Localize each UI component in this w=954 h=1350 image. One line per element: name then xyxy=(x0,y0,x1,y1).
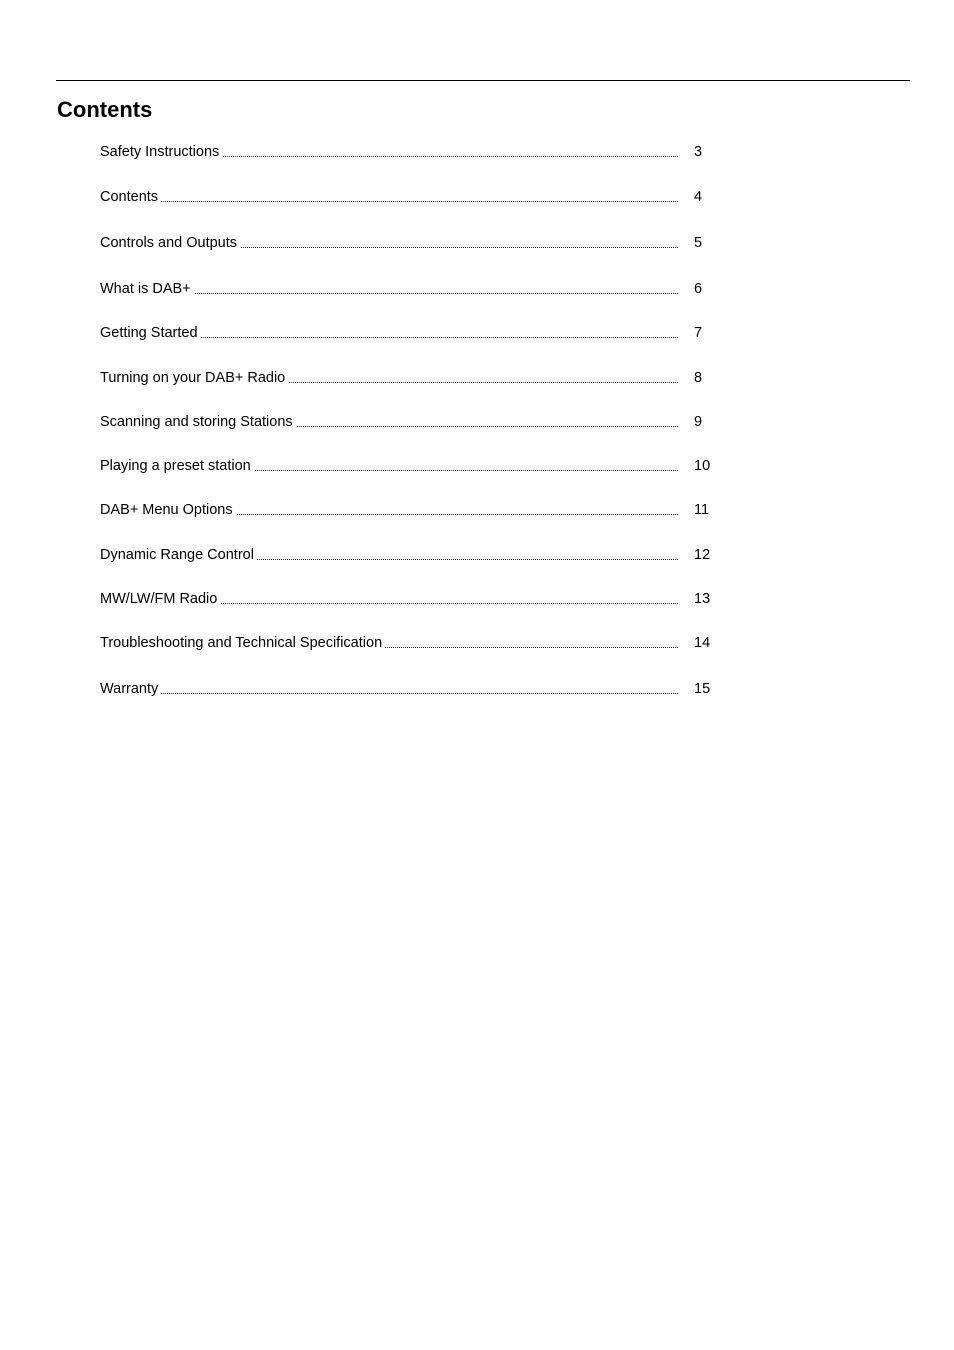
toc-entry-label: Contents xyxy=(100,189,161,205)
toc-entry-page: 11 xyxy=(694,502,710,518)
toc-entry-label: Playing a preset station xyxy=(100,458,254,474)
toc-entry-troubleshooting[interactable] xyxy=(100,633,740,653)
toc-entry-label: Safety Instructions xyxy=(100,144,222,160)
toc-entry-contents[interactable] xyxy=(100,187,740,207)
toc-entry-page: 14 xyxy=(694,635,711,651)
toc-entry-page: 5 xyxy=(694,235,703,251)
toc-entry-page: 6 xyxy=(694,281,703,297)
toc-entry-page: 10 xyxy=(694,458,711,474)
toc-entry-label: Warranty xyxy=(100,681,161,697)
toc-entry-label: Dynamic Range Control xyxy=(100,547,257,563)
toc-entry-what-is-dab[interactable] xyxy=(100,279,740,299)
toc-entry-controls-and-outputs[interactable] xyxy=(100,233,740,253)
toc-entry-page: 7 xyxy=(694,325,703,341)
toc-entry-mw-lw-fm-radio[interactable] xyxy=(100,589,740,609)
toc-entry-page: 3 xyxy=(694,144,703,160)
toc-dot-leader xyxy=(100,693,678,694)
toc-entry-scanning-and-storing[interactable] xyxy=(100,412,740,432)
toc-entry-dab-menu-options[interactable] xyxy=(100,500,740,520)
page-title: Contents xyxy=(57,97,153,122)
toc-entry-getting-started[interactable] xyxy=(100,323,740,343)
toc-entry-label: MW/LW/FM Radio xyxy=(100,591,220,607)
toc-entry-label: Troubleshooting and Technical Specification xyxy=(100,635,385,651)
toc-entry-warranty[interactable] xyxy=(100,679,740,699)
toc-entry-page: 12 xyxy=(694,547,711,563)
toc-entry-page: 15 xyxy=(694,681,711,697)
toc-entry-label: What is DAB+ xyxy=(100,281,194,297)
toc-entry-page: 8 xyxy=(694,370,703,386)
table-of-contents xyxy=(100,0,740,1350)
toc-entry-label: Getting Started xyxy=(100,325,201,341)
toc-entry-page: 9 xyxy=(694,414,703,430)
toc-entry-label: Scanning and storing Stations xyxy=(100,414,296,430)
toc-entry-label: Turning on your DAB+ Radio xyxy=(100,370,288,386)
toc-entry-page: 13 xyxy=(694,591,711,607)
toc-entry-playing-preset[interactable] xyxy=(100,456,740,476)
toc-entry-dynamic-range-control[interactable] xyxy=(100,545,740,565)
toc-entry-label: Controls and Outputs xyxy=(100,235,240,251)
toc-entry-safety-instructions[interactable] xyxy=(100,142,740,162)
toc-dot-leader xyxy=(100,201,678,202)
toc-entry-turning-on-radio[interactable] xyxy=(100,368,740,388)
toc-entry-page: 4 xyxy=(694,189,703,205)
toc-entry-label: DAB+ Menu Options xyxy=(100,502,236,518)
